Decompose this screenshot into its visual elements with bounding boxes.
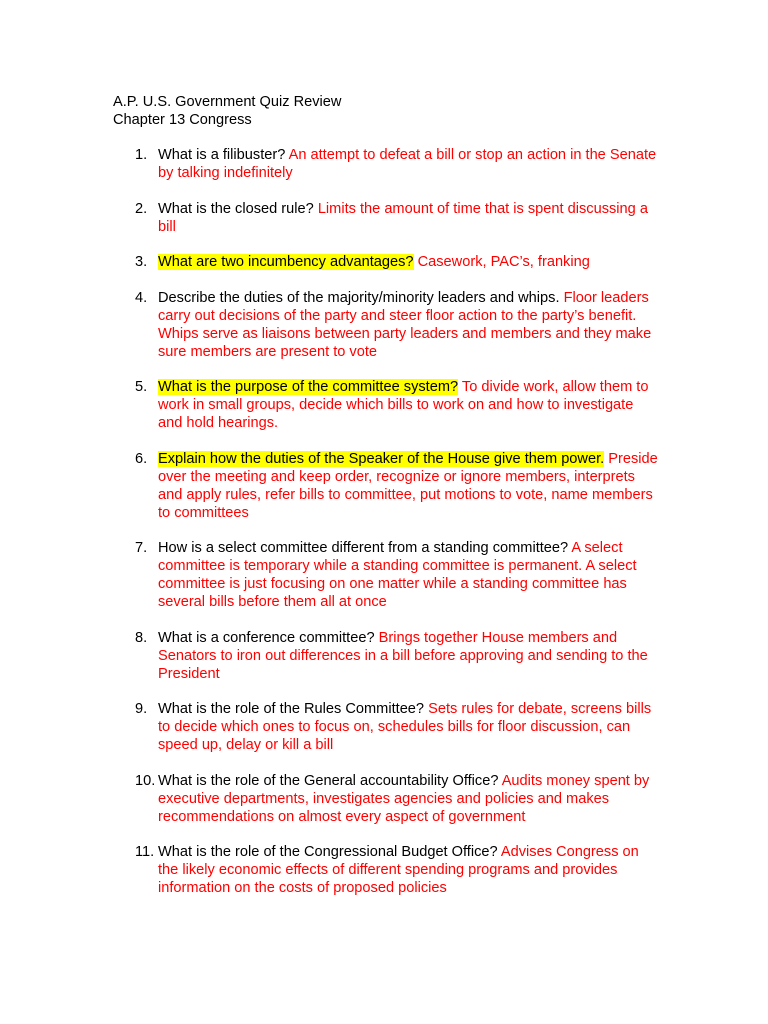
question-text: What is the role of the Congressional Budget Office?	[158, 844, 498, 860]
document-title: A.P. U.S. Government Quiz Review	[113, 94, 342, 110]
question-number: 10.	[135, 772, 156, 789]
answer-text: A select committee is temporary while a standing committee is permanent. A select committee is just focusing on one matter while a standing committee has several bills before them all at once	[158, 540, 637, 610]
question-text: What is the closed rule?	[158, 200, 314, 217]
question-list	[113, 146, 658, 915]
answer-text: Brings together House members and Senators to iron out differences in a bill before approving and sending to the President	[158, 629, 648, 682]
question-number: 1.	[135, 147, 148, 163]
question-number: 6.	[135, 450, 148, 467]
question-number: 5.	[135, 379, 148, 395]
question-item	[113, 450, 658, 522]
question-number: 9.	[135, 701, 148, 717]
answer-text: Sets rules for debate, screens bills to decide which ones to focus on, schedules bills for floor discussion, can speed up, delay or kill a bill	[158, 701, 652, 753]
question-text: Describe the duties of the majority/minority leaders and whips.	[158, 289, 560, 306]
question-item	[113, 700, 658, 754]
question-text: What is the role of the Rules Committee?	[158, 701, 425, 717]
question-text: What is the role of the General accountability Office?	[158, 772, 499, 789]
question-text: What is the purpose of the committee system?	[158, 379, 459, 395]
question-text: What is a conference committee?	[158, 629, 375, 646]
question-item	[113, 539, 658, 611]
question-number: 4.	[135, 289, 148, 306]
document-header	[113, 93, 341, 129]
question-item	[113, 146, 658, 182]
answer-text: An attempt to defeat a bill or stop an action in the Senate by talking indefinitely	[158, 147, 657, 181]
question-text: How is a select committee different from a standing committee?	[158, 540, 569, 556]
answer-text: Advises Congress on the likely economic effects of different spending programs and provides information on the costs of proposed policies	[158, 844, 639, 896]
question-item	[113, 843, 658, 897]
question-item	[113, 629, 658, 683]
document-subtitle: Chapter 13 Congress	[113, 112, 252, 128]
question-number: 7.	[135, 540, 148, 556]
question-number: 2.	[135, 200, 148, 217]
answer-text: To divide work, allow them to work in small groups, decide which bills to work on and how to investigate and hold hearings.	[158, 379, 649, 431]
question-item	[113, 289, 658, 361]
question-item	[113, 378, 658, 432]
question-number: 3.	[135, 254, 148, 270]
question-item	[113, 772, 658, 826]
answer-text: Casework, PAC’s, franking	[417, 254, 590, 270]
question-text: What is a filibuster?	[158, 147, 286, 163]
answer-text: Limits the amount of time that is spent discussing a bill	[158, 200, 648, 235]
question-item	[113, 253, 658, 271]
question-number: 11.	[135, 844, 155, 860]
answer-text: Audits money spent by executive departments, investigates agencies and policies and makes recommendations on almost every aspect of government	[158, 772, 650, 825]
answer-text: Floor leaders carry out decisions of the party and steer floor action to the party’s benefit. Whips serve as liaisons between party leaders and members and they make sure members are present to vote	[158, 289, 652, 360]
answer-text: Preside over the meeting and keep order, recognize or ignore members, interprets and apply rules, refer bills to committee, put motions to vote, name members to committees	[158, 450, 658, 521]
question-text: What are two incumbency advantages?	[158, 254, 414, 270]
question-item	[113, 200, 658, 236]
question-number: 8.	[135, 629, 148, 646]
question-text: Explain how the duties of the Speaker of the House give them power.	[158, 450, 605, 467]
